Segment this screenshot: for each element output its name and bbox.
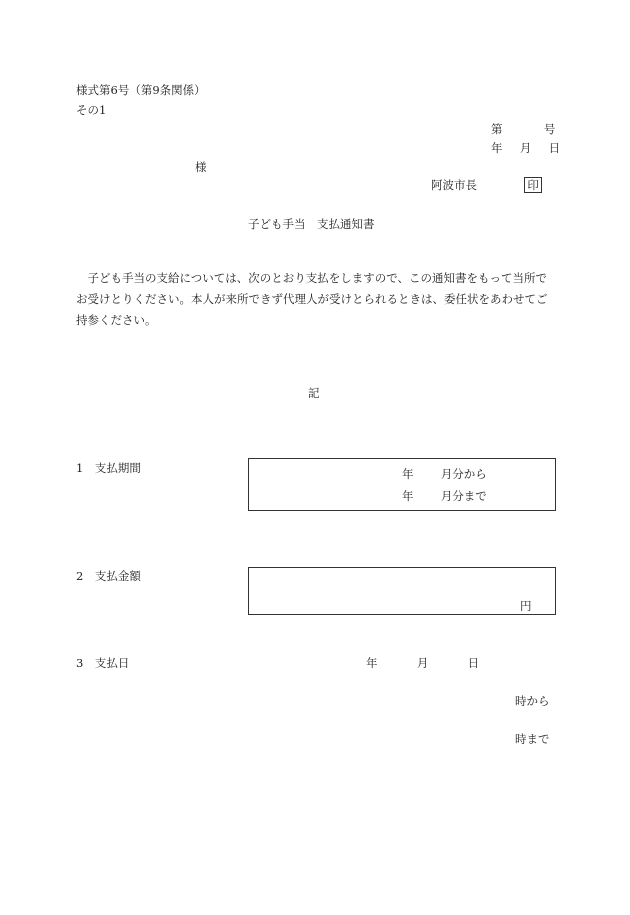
payment-day: 日 bbox=[467, 656, 480, 670]
period-to-month: 月分まで bbox=[440, 489, 487, 503]
seal-stamp: 印 bbox=[524, 177, 542, 193]
number-prefix: 第 bbox=[491, 122, 503, 136]
payment-date bbox=[366, 655, 479, 671]
body-paragraph bbox=[76, 268, 556, 331]
body-text: 子ども手当の支給については、次のとおり支払をしますので、この通知書をもって当所でお受けとりください。本人が来所できず代理人が受けとられるときは、委任状をあわせてご持参ください。 bbox=[76, 271, 548, 327]
period-from bbox=[402, 466, 487, 482]
issuer-line bbox=[431, 177, 542, 193]
form-sub: その1 bbox=[76, 103, 107, 117]
time-from: 時から bbox=[515, 694, 550, 708]
period-box bbox=[248, 458, 556, 511]
time-to: 時まで bbox=[515, 732, 550, 746]
ki-heading: 記 bbox=[308, 386, 320, 400]
period-from-month: 月分から bbox=[440, 467, 487, 481]
number-suffix: 号 bbox=[543, 122, 556, 136]
issue-date bbox=[491, 140, 560, 156]
amount-label: 2 支払金額 bbox=[76, 569, 141, 583]
date-year: 年 bbox=[491, 141, 503, 155]
payment-year: 年 bbox=[366, 656, 378, 670]
addressee: 様 bbox=[195, 160, 207, 174]
issuer-name: 阿波市長 bbox=[431, 178, 477, 192]
period-from-year: 年 bbox=[402, 467, 414, 481]
form-id: 様式第6号（第9条関係） bbox=[76, 83, 206, 97]
period-to-year: 年 bbox=[402, 489, 414, 503]
period-label: 1 支払期間 bbox=[76, 461, 141, 475]
date-month: 月 bbox=[519, 141, 532, 155]
date-label: 3 支払日 bbox=[76, 656, 130, 670]
document-title: 子ども手当 支払通知書 bbox=[248, 217, 375, 231]
period-to bbox=[402, 488, 487, 504]
amount-unit: 円 bbox=[520, 599, 532, 613]
document-number bbox=[491, 121, 555, 137]
amount-box bbox=[248, 567, 556, 615]
payment-month: 月 bbox=[416, 656, 429, 670]
date-day: 日 bbox=[548, 141, 561, 155]
